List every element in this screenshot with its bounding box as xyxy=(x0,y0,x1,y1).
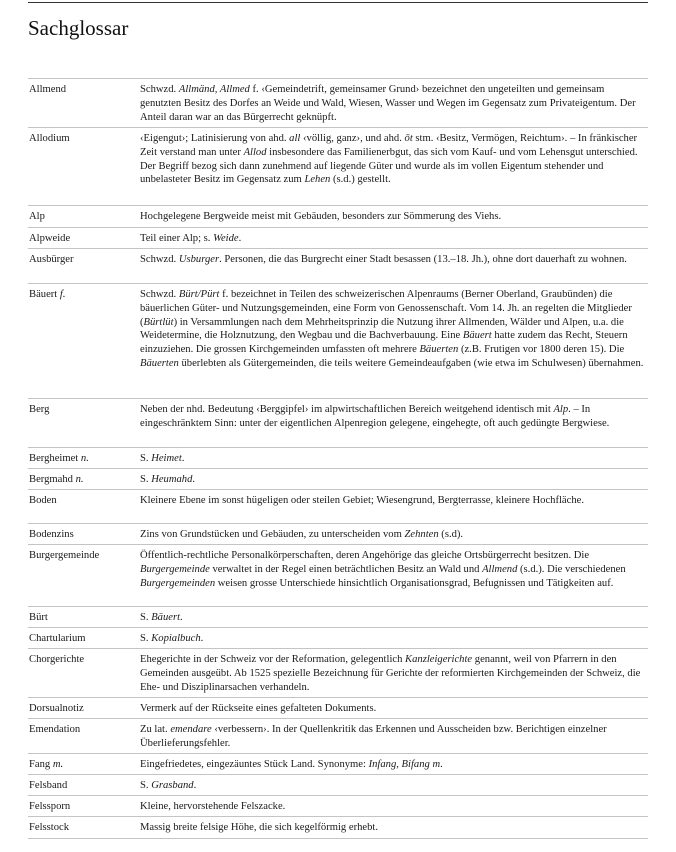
definition-emphasis: Burgergemeinde xyxy=(140,563,210,575)
definition-emphasis: Bäuert xyxy=(462,330,492,342)
entry-definition xyxy=(140,821,648,835)
definition-text: Massig breite felsige Höhe, die sich kegelförmig erhebt. xyxy=(140,822,378,833)
term-text: Emendation xyxy=(29,724,81,735)
entry-term xyxy=(29,494,135,508)
definition-text: S. xyxy=(140,453,152,464)
entry-term xyxy=(29,403,135,417)
entry-definition xyxy=(140,494,648,508)
definition-text: verwaltet in der Regel einen beträchtlichen Besitz an Wald und xyxy=(209,563,483,575)
entry-definition xyxy=(140,800,648,814)
definition-text: Schwzd. xyxy=(140,84,179,95)
entry-definition xyxy=(140,632,648,646)
entry-definition xyxy=(140,779,648,793)
entry-term xyxy=(29,83,135,97)
definition-text: . – In eingeschränktem Sinn: unter der eigentlichen Alpenregion gelegene, eingehegte, oft auch gedüngte Bergwiese. xyxy=(140,404,610,429)
glossary-entry xyxy=(28,606,648,627)
entry-definition xyxy=(140,288,648,371)
definition-emphasis: Heumahd xyxy=(151,474,193,485)
definition-emphasis: Kopialbuch xyxy=(151,633,201,644)
definition-emphasis: all xyxy=(289,133,301,144)
definition-text: Vermerk auf der Rückseite eines gefalteten Dokuments. xyxy=(140,703,377,714)
term-text: Bergmahd xyxy=(29,474,73,485)
glossary-entry xyxy=(28,205,648,227)
entry-definition xyxy=(140,232,648,246)
definition-emphasis: Bäuerten xyxy=(419,344,459,356)
definition-emphasis: ōt xyxy=(404,133,413,144)
entry-term xyxy=(29,779,135,793)
definition-text: ‹völlig, ganz›, und ahd. xyxy=(300,133,405,144)
term-text: Felsstock xyxy=(29,822,70,833)
glossary-entry xyxy=(28,283,648,398)
glossary-entry xyxy=(28,795,648,816)
definition-emphasis: Zehnten xyxy=(404,529,439,540)
definition-text: Schwzd. xyxy=(140,254,179,265)
term-text: Chorgerichte xyxy=(29,654,85,665)
term-text: Burgergemeinde xyxy=(29,550,100,561)
term-text: Chartularium xyxy=(29,633,86,644)
entry-term xyxy=(29,549,135,563)
entry-definition xyxy=(140,549,648,590)
definition-text: Teil einer Alp; s. xyxy=(140,233,214,244)
definition-emphasis: emendare xyxy=(170,724,212,735)
definition-text: f. bezeichnet in Teilen des schweizerischen Alpenraums (Berner Oberland, Graubünden) die bäuerlichen Güter- und Nutzungsgemeinden, eine Form von Genossenschaft. Vom 14. Jh. an regelten die Mitglieder ( xyxy=(140,289,632,328)
definition-emphasis: Bäuert xyxy=(151,612,181,623)
bottom-rule xyxy=(28,838,648,839)
definition-emphasis: Weide xyxy=(213,233,239,244)
term-text: Bürt xyxy=(29,612,48,623)
definition-text: . xyxy=(238,233,242,244)
glossary-entry xyxy=(28,127,648,205)
entry-term xyxy=(29,758,135,772)
definition-emphasis: Bürtlüt xyxy=(143,316,174,328)
glossary-entry xyxy=(28,753,648,774)
glossary-entry xyxy=(28,489,648,523)
definition-emphasis: Kanzleigerichte xyxy=(405,654,473,665)
definition-text: . xyxy=(181,453,185,464)
definition-text: Hochgelegene Bergweide meist mit Gebäuden, besonders zur Sömmerung des Viehs. xyxy=(140,211,502,222)
definition-text: genannt, weil von Pfarrern in den Gemeinden ausgeübt. Ab 1525 spezielle Bezeichnung für Gerichte der reformierten Kirchgemeinden der Schweiz, die Ehe- und Disziplinarsachen verhandeln. xyxy=(140,654,641,693)
entry-definition xyxy=(140,253,648,267)
glossary-entry xyxy=(28,718,648,753)
term-text: Bäuert xyxy=(29,289,58,300)
entry-term xyxy=(29,288,135,302)
definition-emphasis: Allmänd, Allmed xyxy=(178,84,250,95)
term-text: Bergheimet xyxy=(29,453,79,464)
glossary-entry xyxy=(28,648,648,697)
entry-term xyxy=(29,702,135,716)
entry-term xyxy=(29,723,135,737)
term-text: Felssporn xyxy=(29,801,71,812)
definition-emphasis: Heimet xyxy=(151,453,182,464)
definition-text: . xyxy=(180,612,183,623)
definition-emphasis: Bürt/Pürt xyxy=(178,289,220,300)
entry-term xyxy=(29,653,135,667)
entry-definition xyxy=(140,403,648,431)
entry-definition xyxy=(140,132,648,187)
definition-text: Zins von Grundstücken und Gebäuden, zu unterscheiden vom xyxy=(140,529,405,540)
glossary-entry xyxy=(28,227,648,248)
definition-text: . xyxy=(440,759,443,770)
entry-term xyxy=(29,632,135,646)
definition-text: Schwzd. xyxy=(140,289,179,300)
glossary-entry xyxy=(28,447,648,468)
term-gender: f. xyxy=(59,289,66,300)
term-text: Fang xyxy=(29,759,51,770)
entry-term xyxy=(29,821,135,835)
entry-definition xyxy=(140,473,648,487)
definition-text: hatte zudem das Recht, Steuern einzuziehen. Die grossen Kirchgemeinden umfassten oft mehrere xyxy=(140,330,628,356)
definition-emphasis: Burgergemeinden xyxy=(140,577,216,589)
term-text: Boden xyxy=(29,495,57,506)
definition-text: Kleine, hervorstehende Felszacke. xyxy=(140,801,286,812)
entry-definition xyxy=(140,702,648,716)
term-gender: n. xyxy=(80,453,89,464)
entry-term xyxy=(29,800,135,814)
term-text: Allmend xyxy=(29,84,67,95)
entry-term xyxy=(29,232,135,246)
glossary-entry xyxy=(28,78,648,127)
term-text: Dorsualnotiz xyxy=(29,703,84,714)
definition-text: . xyxy=(192,474,196,485)
definition-text: (z.B. Frutigen vor 1800 deren 15). Die xyxy=(458,344,625,356)
definition-text: Eingefriedetes, eingezäuntes Stück Land. Synonyme: xyxy=(140,759,369,770)
definition-emphasis: Infang, Bifang m xyxy=(368,759,441,770)
entry-definition xyxy=(140,210,648,224)
definition-text: ‹Eigengut›; Latinisierung von ahd. xyxy=(140,133,290,144)
entry-term xyxy=(29,473,135,487)
entry-definition xyxy=(140,758,648,772)
entry-term xyxy=(29,611,135,625)
definition-text: . xyxy=(193,780,197,791)
entry-definition xyxy=(140,452,648,466)
definition-text: Neben der nhd. Bedeutung ‹Berggipfel› im alpwirtschaftlichen Bereich weitgehend identisch mit xyxy=(140,404,554,415)
definition-text: überlebten als Gütergemeinden, die teils weitere Gemeindeaufgaben (wie etwa im Schulwesen) übernahmen. xyxy=(178,357,644,369)
entry-definition xyxy=(140,723,648,751)
term-text: Bodenzins xyxy=(29,529,74,540)
term-text: Alp xyxy=(29,211,45,222)
glossary-entry xyxy=(28,544,648,606)
term-text: Felsband xyxy=(29,780,68,791)
definition-text: Ehegerichte in der Schweiz vor der Reformation, gelegentlich xyxy=(140,654,406,665)
entry-definition xyxy=(140,653,648,694)
glossary-entry xyxy=(28,816,648,838)
definition-emphasis: Usburger xyxy=(178,254,220,265)
definition-text: weisen grosse Unterschiede hinsichtlich Organisationsgrad, Befugnissen und Tätigkeiten auf. xyxy=(215,577,614,589)
entry-term xyxy=(29,452,135,466)
entry-definition xyxy=(140,611,648,625)
definition-text: S. xyxy=(140,633,152,644)
entry-definition xyxy=(140,83,648,124)
definition-text: ‹verbessern›. In der Quellenkritik das Erkennen und Ausscheiden bzw. Berichtigen einzelner Überlieferungsfehler. xyxy=(140,724,607,749)
definition-text: Kleinere Ebene im sonst hügeligen oder steilen Gebiet; Wiesengrund, Bergterrasse, kleinere Hochfläche. xyxy=(140,495,584,506)
glossary-entry xyxy=(28,774,648,795)
entry-definition xyxy=(140,528,648,542)
definition-text: . xyxy=(200,633,204,644)
term-text: Allodium xyxy=(29,133,70,144)
entry-term xyxy=(29,132,135,146)
glossary-entry xyxy=(28,398,648,447)
definition-emphasis: Allmend xyxy=(482,563,518,575)
entry-term xyxy=(29,528,135,542)
term-gender: n. xyxy=(75,474,84,485)
definition-text: stm. ‹Besitz, Vermögen, Reichtum›. – In fränkischer Zeit verstand man unter xyxy=(140,133,638,158)
definition-text: S. xyxy=(140,780,152,791)
definition-text: (s.d.) gestellt. xyxy=(330,174,391,186)
definition-text: insbesondere das Familienerbgut, das sich vom Kauf- und vom Lehensgut unterschied. Der Begriff bezog sich dann zunehmend auf liegende Güter und wurde als im vollen Eigentum stehender und unbelasteter Besitz im Gegensatz zum xyxy=(140,146,638,186)
definition-emphasis: Lehen xyxy=(304,174,331,186)
definition-text: (s.d). xyxy=(438,529,464,540)
term-text: Berg xyxy=(29,404,50,415)
definition-text: Zu lat. xyxy=(140,724,171,735)
definition-emphasis: Grasband xyxy=(151,780,194,791)
definition-emphasis: Allod xyxy=(243,146,267,158)
definition-text: S. xyxy=(140,612,152,623)
definition-text: S. xyxy=(140,474,152,485)
definition-text: Öffentlich-rechtliche Personalkörperschaften, deren Angehörige das gleiche Ortsbürgerrecht besitzen. Die xyxy=(140,550,590,561)
glossary-entry xyxy=(28,627,648,648)
definition-text: . Personen, die das Burgrecht einer Stadt besassen (13.–18. Jh.), ohne dort dauerhaft zu wohnen. xyxy=(219,254,627,265)
top-rule xyxy=(28,2,648,3)
glossary-entry xyxy=(28,697,648,718)
term-text: Ausbürger xyxy=(29,254,74,265)
definition-text: ) in Versammlungen nach dem Mehrheitsprinzip die Nutzung ihrer Allmenden, Wälder und Alpen, u.a. die Weidetermine, die Holznutzung, den Wegbau und die Bachverbauung. Eine xyxy=(140,316,624,342)
definition-text: (s.d.). Die verschiedenen xyxy=(517,563,626,575)
definition-text: f. ‹Gemeindetrift, gemeinsamer Grund› bezeichnet den ungeteilten und gemeinsam genutzten Besitz des Dorfes an Weide und Wald, Wiesen, Wasser und Wegen im Gegensatz zum Privateigentum. Der Anteil daran war an das Bürgerrecht geknüpft. xyxy=(140,84,636,123)
page-title: Sachglossar xyxy=(28,16,129,40)
term-gender: m. xyxy=(52,759,64,770)
glossary-entry xyxy=(28,248,648,283)
glossary-entry xyxy=(28,468,648,489)
entry-term xyxy=(29,253,135,267)
term-text: Alpweide xyxy=(29,233,71,244)
entry-term xyxy=(29,210,135,224)
glossary-entry xyxy=(28,523,648,544)
definition-emphasis: Alp xyxy=(553,404,569,415)
definition-emphasis: Bäuerten xyxy=(140,357,179,369)
